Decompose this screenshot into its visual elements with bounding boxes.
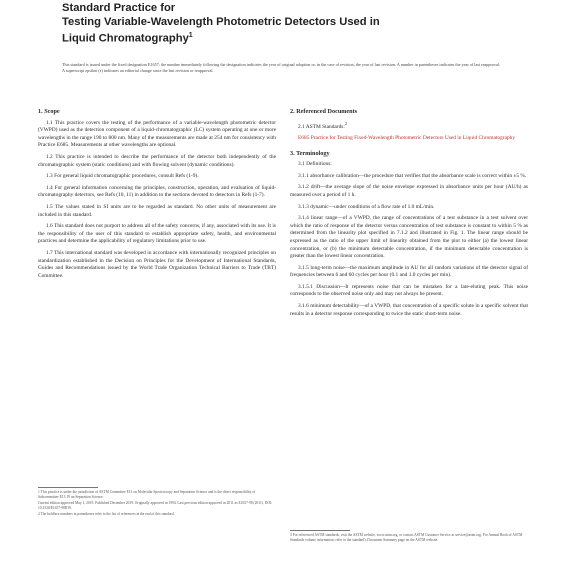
reference-link-e685[interactable]: E685 Practice for Testing Fixed-Wavelength Photometric Detectors Used in Liquid Chromatography <box>298 134 516 141</box>
left-footnotes <box>38 487 276 518</box>
standard-designation-note: This standard is issued under the fixed designation E1657; the number immediately following the designation indicates the year of original adoption or, in the case of revision, the year of last revision. A number in parentheses indicates the year of last reapproval. A superscript epsilon (ε) indicates an editorial change since the last revision or reapproval. <box>62 62 501 73</box>
scope-paragraph-1-4: 1.4 For general information concerning the principles, construction, operation, and evaluation of liquid-chromatography detectors, see Refs (10, 11) in addition to the sections devoted to detectors in Refs (1-7). <box>38 184 276 199</box>
referenced-paragraph-2-1: 2.1 ASTM Standards:$^2$ <box>298 120 348 130</box>
scope-paragraph-1-6: 1.6 This standard does not purport to address all of the safety concerns, if any, associated with its use. It is the responsibility of the user of this standard to establish appropriate safety, health, and environmental practices and determine the applicability of regulatory limitations prior to use. <box>38 223 276 245</box>
referenced-documents-heading: 2. Referenced Documents <box>290 108 358 115</box>
footnote-2: 2 The boldface numbers in parentheses refer to the list of references at the end of this standard. <box>38 512 175 517</box>
terminology-paragraph-3-1-4: 3.1.4 linear range—of a VWPD, the range of concentrations of a test substance in a test solvent over which the ratio of response of the detector versus concentration of test substance is constant to within 5 % as determined from the linearity plot specified in 7.1.2 and illustrated in Fig. 1. The linear range should be expressed as the ratio of the upper limit of linearity obtained from the plot to either (a) the lowest linear concentration, or (b) the minimum detectable concentration, if the minimum detectable concentration is greater than the lowest linear concentration. <box>290 215 528 260</box>
terminology-paragraph-3-1-5-1: 3.1.5.1 Discussion—It represents noise that can be mistaken for a late-eluting peak. This noise corresponds to the observed noise only and may not always be present. <box>290 283 528 298</box>
terminology-paragraph-3-1-1: 3.1.1 absorbance calibration—the procedure that verifies that the absorbance scale is correct within ±5 %. <box>298 172 527 179</box>
terminology-paragraph-3-1: 3.1 Definitions: <box>298 161 332 168</box>
title-line-1: Standard Practice for <box>62 2 176 14</box>
scope-paragraph-1-3: 1.3 For general liquid chromatographic procedures, consult Refs (1-9). <box>46 173 199 180</box>
title-footnote-mark: 1 <box>188 32 193 39</box>
document-title <box>62 2 502 46</box>
footnote-rule-right <box>290 530 350 531</box>
footnote-edition: Current edition approved May 1, 2019. Published December 2019. Originally approved in 1994. Last previous edition approved in 2011 as E1657-98 (2011). DOI: 10.1520/E1657-98R19. <box>38 501 273 510</box>
footnote-1: 1 This practice is under the jurisdiction of ASTM Committee E13 on Molecular Spectroscopy and Separation Science and is the direct responsibility of Subcommittee E13.19 on Separation Science. <box>38 490 256 499</box>
terminology-paragraph-3-1-2: 3.1.2 drift—the average slope of the noise envelope expressed in absorbance units per hour (AU/h) as measured over a period of 1 h. <box>290 184 528 198</box>
title-line-2: Testing Variable-Wavelength Photometric Detectors Used in <box>62 15 380 28</box>
right-footnotes <box>290 530 528 544</box>
scope-heading: 1. Scope <box>38 108 60 115</box>
scope-paragraph-1-5: 1.5 The values stated in SI units are to be regarded as standard. No other units of measurement are included in this standard. <box>38 203 276 218</box>
scope-paragraph-1-7: 1.7 This international standard was developed in accordance with internationally recognized principles on standardization established in the Decision on Principles for the Development of International Standards, Guides and Recommendations issued by the World Trade Organization Technical Barriers to Trade (TBT) Committee. <box>38 249 276 279</box>
terminology-paragraph-3-1-3: 3.1.3 dynamic—under conditions of a flow rate of 1.0 mL/min. <box>298 203 435 210</box>
scope-paragraph-1-2: 1.2 This practice is intended to describe the performance of the detector both independently of the chromatographic system (static conditions) and with flowing solvent (dynamic conditions). <box>38 153 276 168</box>
terminology-paragraph-3-1-6: 3.1.6 minimum detectability—of a VWPD, that concentration of a specific solute in a specific solvent that results in a detector response corresponding to twice the static short-term noise. <box>290 303 528 317</box>
footnote-3: 3 For referenced ASTM standards, visit the ASTM website, www.astm.org, or contact ASTM Customer Service at service@astm.org. For Annual Book of ASTM Standards volume information, refer to the standard's Document Summary page on the ASTM website. <box>290 533 523 542</box>
terminology-paragraph-3-1-5: 3.1.5 long-term noise—the maximum amplitude in AU for all random variations of the detector signal of frequencies between 6 and 60 cycles per hour (0.1 and 1.0 cycles per min). <box>290 264 528 279</box>
right-column <box>290 108 528 322</box>
scope-paragraph-1-1: 1.1 This practice covers the testing of the performance of a variable-wavelength photometric detector (VWPD) used as the detection component of a liquid-chromatographic (LC) system operating at one or more wavelengths in the range 190 to 800 nm. Many of the measurements are made at 254 nm for consistency with Practice E685. Measurements at other wavelengths are optional. <box>38 119 276 149</box>
left-column <box>38 108 276 284</box>
terminology-heading: 3. Terminology <box>290 149 330 157</box>
title-line-3: Liquid Chromatography$^1$ <box>62 32 193 45</box>
footnote-rule <box>38 487 98 488</box>
